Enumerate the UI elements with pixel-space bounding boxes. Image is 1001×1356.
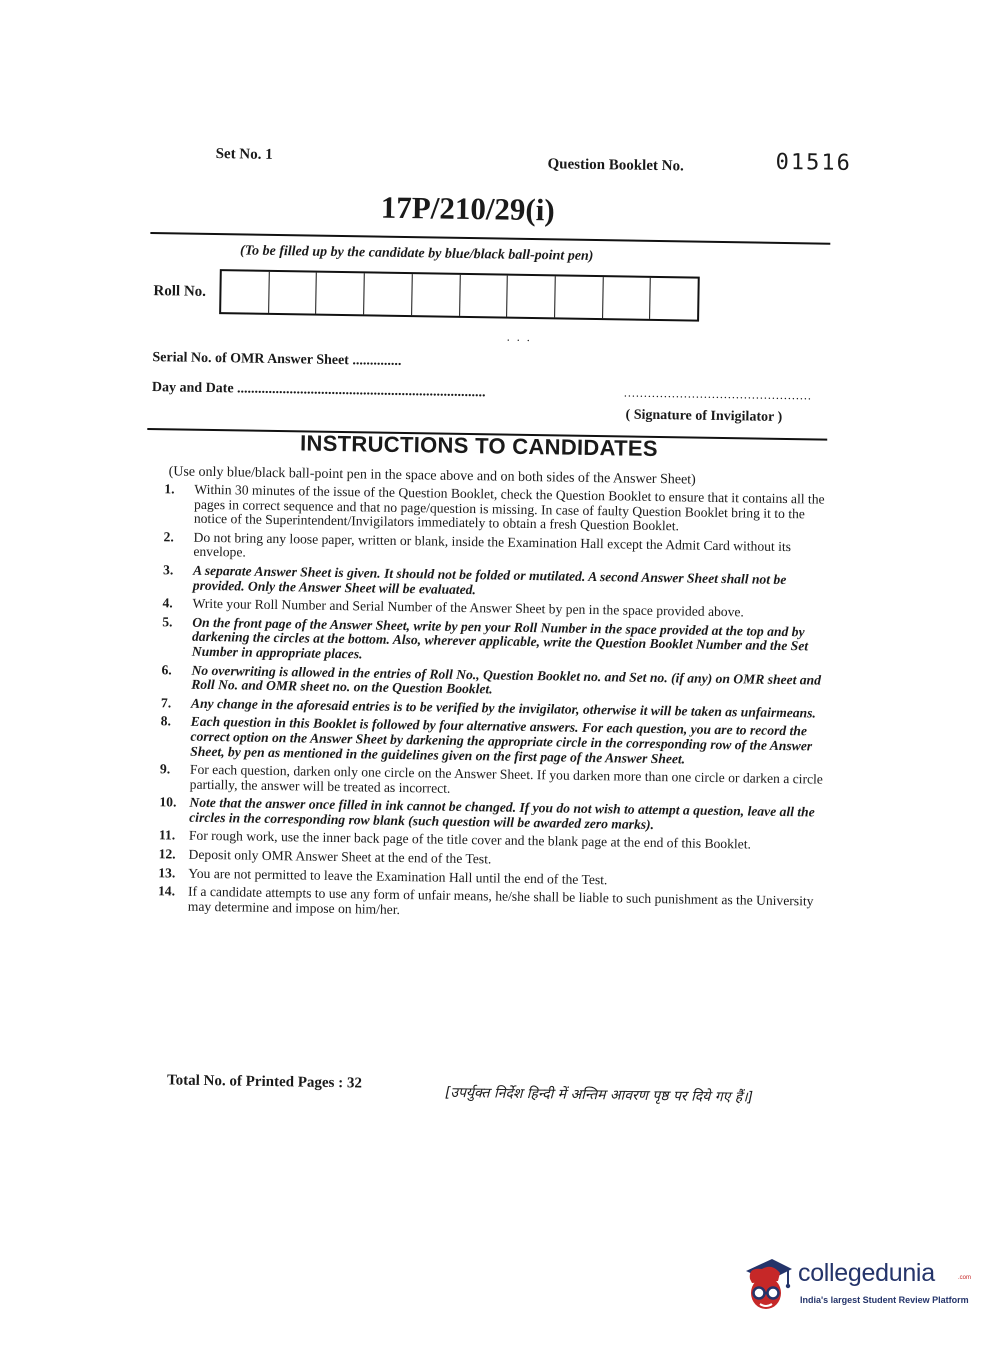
signature-line: ............................................... bbox=[623, 385, 813, 403]
instruction-item: 13. You are not permitted to leave the Examination Hall until the end of the Test. bbox=[158, 864, 608, 887]
roll-number-cell[interactable] bbox=[603, 277, 651, 319]
roll-number-label: Roll No. bbox=[153, 283, 207, 300]
scanned-page bbox=[134, 130, 852, 1151]
paper-code: 17P/210/29(i) bbox=[380, 189, 555, 228]
roll-number-cell[interactable] bbox=[555, 276, 603, 318]
set-number: Set No. 1 bbox=[215, 146, 273, 163]
instruction-item: 8. Each question in this Booklet is followed by four alternative answers. For each question, you are to record the correct option on the Answer Sheet by darkening the appropriate circle in the corresponding row of the Answer Sheet, by pen as mentioned in the guidelines given on the first page of the Answer Sheet. bbox=[160, 713, 813, 766]
day-date-field: Day and Date ....................................................................... bbox=[151, 380, 486, 401]
collegedunia-logo bbox=[742, 1253, 972, 1317]
roll-number-cell[interactable] bbox=[317, 273, 365, 315]
total-printed-pages: Total No. of Printed Pages : 32 bbox=[166, 1072, 363, 1092]
roll-number-cell[interactable] bbox=[460, 275, 508, 317]
instruction-item: 11. For rough work, use the inner back page of the title cover and the blank page at the end of this Booklet. bbox=[158, 827, 752, 852]
instruction-item: 12. Deposit only OMR Answer Sheet at the end of the Test. bbox=[158, 846, 492, 867]
instruction-item: 5. On the front page of the Answer Sheet, write by pen your Roll Number in the space provided at the top and by darkening the circles at the bottom. Also, wherever applicable, write the Question Booklet Number and the Set Number in appropriate places. bbox=[162, 614, 809, 662]
faint-dots: . . . bbox=[506, 329, 532, 345]
instruction-item: 10. Note that the answer once filled in ink cannot be changed. If you do not wish to attempt a question, leave all the circles in the corresponding row blank (such question will be awarded zero marks). bbox=[159, 794, 815, 832]
roll-number-cell[interactable] bbox=[364, 273, 412, 315]
instruction-item: 14. If a candidate attempts to use any form of unfair means, he/she shall be liable to such punishment as the University may determine and impose on him/her. bbox=[157, 883, 814, 917]
booklet-number: 01516 bbox=[775, 149, 852, 177]
roll-number-cell[interactable] bbox=[269, 272, 317, 314]
instruction-item: 4. Write your Roll Number and Serial Number of the Answer Sheet by pen in the space provided above. bbox=[162, 595, 744, 620]
instructions-title: INSTRUCTIONS TO CANDIDATES bbox=[299, 430, 659, 462]
logo-tagline: India's largest Student Review Platform bbox=[800, 1295, 969, 1305]
logo-domain-suffix: .com bbox=[958, 1275, 972, 1281]
instruction-item: 1. Within 30 minutes of the issue of the Question Booklet, check the Question Booklet to ensure that it contains all the pages in correct sequence and that no page/question is missing. In case of faulty Question Booklet bring it to the notice of the Superintendent/Invigilators immediately to obtain a fresh Question Booklet. bbox=[164, 481, 825, 534]
mascot-icon bbox=[742, 1255, 794, 1313]
roll-number-cell[interactable] bbox=[412, 274, 460, 316]
signature-label: ( Signature of Invigilator ) bbox=[625, 407, 783, 425]
roll-number-grid[interactable] bbox=[219, 269, 700, 322]
omr-serial-field: Serial No. of OMR Answer Sheet .............. bbox=[152, 350, 402, 369]
fill-instruction-note: (To be filled up by the candidate by blue/black ball-point pen) bbox=[239, 243, 594, 264]
instructions-intro: (Use only blue/black ball-point pen in the space above and on both sides of the Answer Sheet) bbox=[168, 464, 696, 488]
instruction-item: 7. Any change in the aforesaid entries is to be verified by the invigilator, otherwise it will be taken as unfairmeans. bbox=[160, 694, 817, 721]
instruction-item: 9. For each question, darken only one circle on the Answer Sheet. If you darken more than one circle or darken a circle partially, the answer will be treated as incorrect. bbox=[159, 761, 824, 796]
roll-number-cell[interactable] bbox=[650, 278, 697, 320]
roll-number-cell[interactable] bbox=[507, 276, 555, 318]
hindi-note: [उपर्युक्त निर्देश हिन्दी में अन्तिम आवरण पृष्ठ पर दिये गए हैं।] bbox=[444, 1084, 754, 1106]
instruction-item: 2. Do not bring any loose paper, written or blank, inside the Examination Hall except the Admit Card without its envelope. bbox=[163, 529, 792, 560]
instructions-list bbox=[158, 482, 830, 928]
logo-wordmark: collegedunia bbox=[798, 1259, 935, 1287]
booklet-number-label: Question Booklet No. bbox=[547, 156, 684, 175]
roll-number-cell[interactable] bbox=[221, 271, 269, 313]
instruction-item: 3. A separate Answer Sheet is given. It should not be folded or mutilated. A second Answer Sheet shall not be provided. Only the Answer Sheet will be evaluated. bbox=[162, 562, 787, 597]
instruction-item: 6. No overwriting is allowed in the entries of Roll No., Question Booklet no. and Set no. (if any) on OMR sheet and Roll No. and OMR sheet no. on the Question Booklet. bbox=[161, 661, 822, 697]
